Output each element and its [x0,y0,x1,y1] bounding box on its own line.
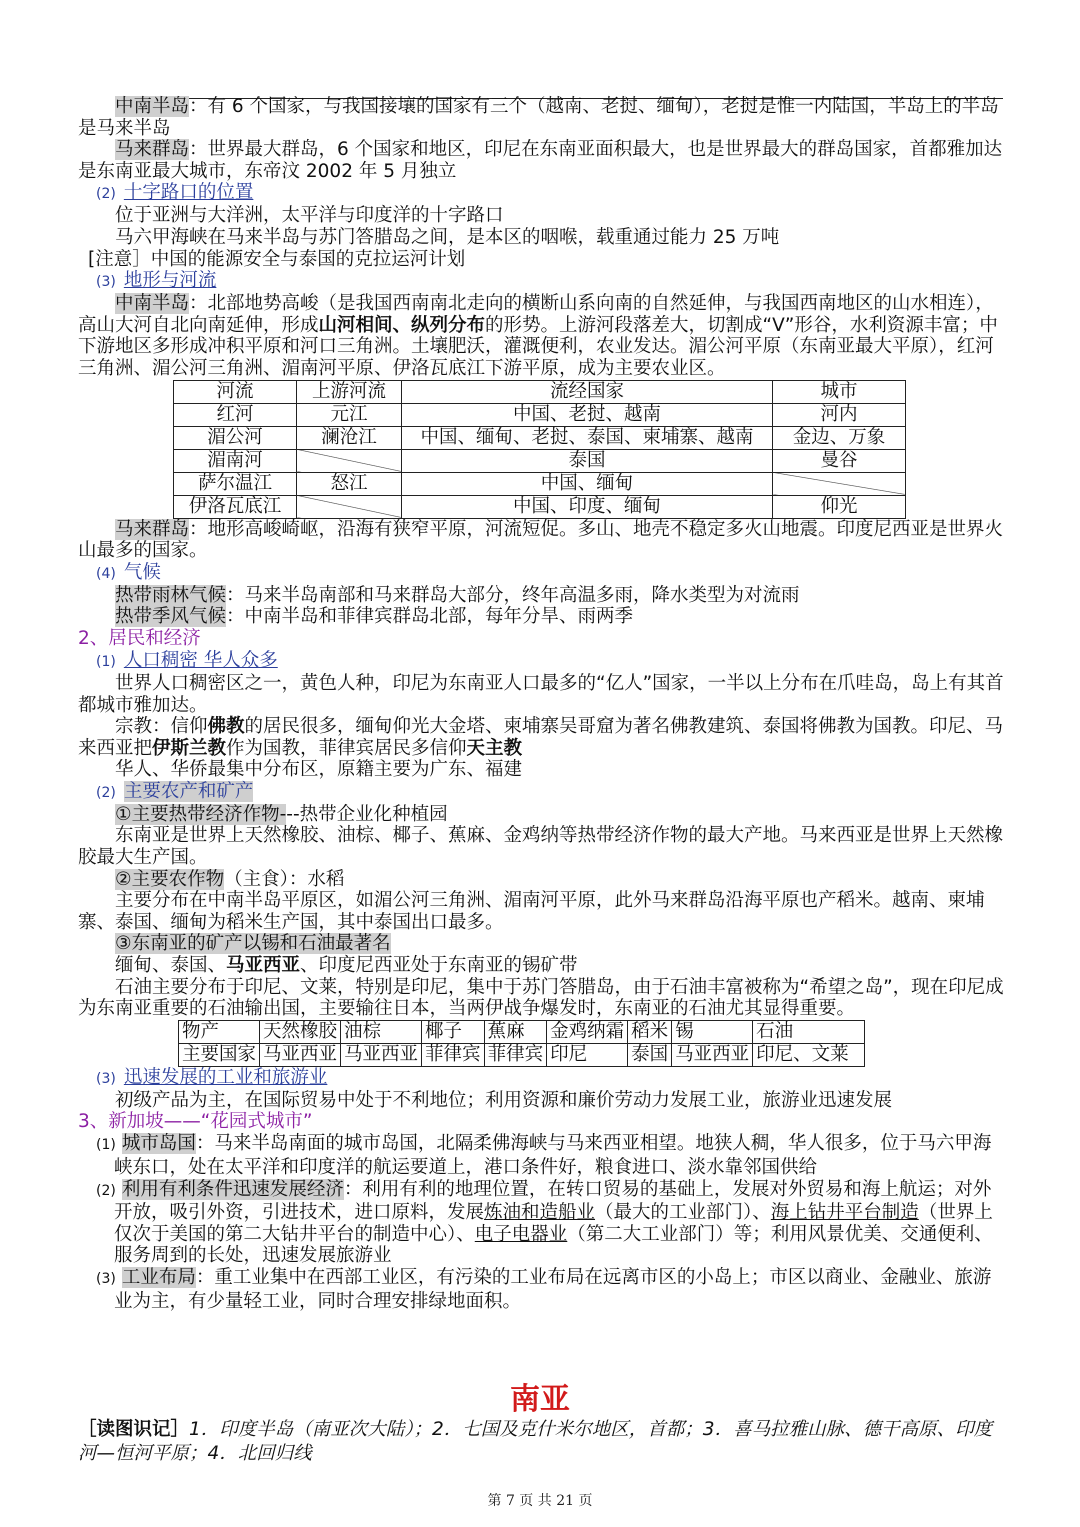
empty-cell [297,449,402,472]
products-table [178,1020,865,1067]
table-row: 主要国家 马亚西亚 马亚西亚 菲律宾 菲律宾 印尼 泰国 马亚西亚 印尼、文莱 [179,1043,865,1066]
cash-crops-line: 东南亚是世界上天然橡胶、油棕、椰子、蕉麻、金鸡纳等热带经济作物的最大产地。马来西亚是世界上天然橡胶最大生产国。 [78,825,1004,869]
minerals-heading: ③东南亚的矿产以锡和石油最著名 [115,933,391,955]
document-body [78,96,1004,1312]
oil-line: 石油主要分布于印尼、文莱，特别是印尼，集中于苏门答腊岛，由于石油丰富被称为“希望之岛”，现在印尼成为东南亚重要的石油输出国，主要输往日本，当两伊战争爆发时，东南亚的石油尤其显得重要。 [78,976,1004,1020]
section-industry-tourism: (3) 迅速发展的工业和旅游业 [96,1066,328,1088]
climate-monsoon: 热带季风气候：中南半岛和菲律宾群岛北部，每年分旱、雨两季 [115,606,634,628]
heading-singapore: 3、新加坡——“花园式城市” [78,1111,313,1133]
paragraph-malay-terrain: 马来群岛：地形高峻崎岖，沿海有狭窄平原，河流短促。多山、地壳不稳定多火山地震。印度尼西亚是世界火山最多的国家。 [78,518,1004,562]
section-population: (1) 人口稠密 华人众多 [96,649,278,671]
paragraph-terrain: 中南半岛：北部地势高峻（是我国西南南北走向的横断山系向南的自然延伸，与我国西南地区的山水相连），高山大河自北向南延伸，形成山河相间、纵列分布的形势。上游河段落差大，切割成“V”形谷，水利资源丰富；中下游地区多形成冲积平原和河口三角洲。土壤肥沃，灌溉便利，农业发达。湄公河平原（东南亚最大平原），红河三角洲、湄公河三角洲、湄南河平原、伊洛瓦底江下游平原，成为主要农业区。 [78,293,998,379]
industry-line: 初级产品为主，在国际贸易中处于不利地位；利用资源和廉价劳动力发展工业，旅游业迅速发展 [115,1089,893,1111]
table-row: 萨尔温江 怒江 中国、缅甸 [174,472,906,495]
table-row: 湄公河 澜沧江 中国、缅甸、老挝、泰国、柬埔寨、越南 金边、万象 [174,426,906,449]
climate-rainforest: 热带雨林气候：马来半岛南部和马来群岛大部分，终年高温多雨，降水类型为对流雨 [115,584,800,606]
paragraph-indochina: 中南半岛：有 6 个国家，与我国接壤的国家有三个（越南、老挝、缅甸），老挝是惟一内陆国，半岛上的半岛是马来半岛 [78,96,999,139]
population-line: 世界人口稠密区之一，黄色人种，印尼为东南亚人口最多的“亿人”国家，一半以上分布在爪哇岛，岛上有其首都城市雅加达。 [78,672,1004,716]
cash-crops-heading: ①主要热带经济作物---热带企业化种植园 [115,803,448,825]
heading-residents-economy: 2、居民和经济 [78,627,201,649]
paragraph-malay-archipelago: 马来群岛：世界最大群岛，6 个国家和地区，印尼在东南亚面积最大，也是世界最大的群岛国家，首都雅加达是东南亚最大城市，东帝汶 2002 年 5 月独立 [78,139,1003,182]
table-row: 湄南河 泰国 曼谷 [174,449,906,472]
main-crops-heading: ②主要农作物（主食）：水稻 [115,868,345,890]
crossroads-line-2: 马六甲海峡在马来半岛与苏门答腊岛之间，是本区的咽喉，载重通过能力 25 万吨 [115,226,780,248]
table-row: 物产 天然橡胶 油棕 椰子 蕉麻 金鸡纳霜 稻米 锡 石油 [179,1020,865,1043]
page-footer: 第 7 页 共 21 页 [487,1493,593,1509]
reading-label: ［读图识记］ [78,1419,190,1440]
table-row: 伊洛瓦底江 中国、印度、缅甸 仰光 [174,495,906,518]
section-title-south-asia: 南亚 [510,1382,570,1417]
term-malay-archipelago: 马来群岛 [115,139,190,161]
section-agri-minerals: (2) 主要农产和矿产 [96,780,254,802]
section-climate: (4) 气候 [96,561,161,583]
singapore-industry-layout: (3) 工业布局：重工业集中在西部工业区，有污染的工业布局在远离市区的小岛上；市区以商业、金融业、旅游业为主，有少量轻工业，同时合理安排绿地面积。 [96,1266,992,1312]
religion-line: 宗教：信仰佛教的居民很多，缅甸仰光大金塔、柬埔寨吴哥窟为著名佛教建筑、泰国将佛教为国教。印尼、马来西亚把伊斯兰教作为国教，菲律宾居民多信仰天主教 [78,716,1004,759]
tin-line: 缅甸、泰国、马亚西亚、印度尼西亚处于东南亚的锡矿带 [115,955,578,977]
term-indochina: 中南半岛 [115,96,190,117]
crossroads-line-1: 位于亚洲与大洋洲，太平洋与印度洋的十字路口 [115,205,504,227]
rivers-table [173,380,906,519]
empty-cell [297,495,402,518]
singapore-economy: (2) 利用有利条件迅速发展经济：利用有利的地理位置，在转口贸易的基础上，发展对外贸易和海上航运；对外开放，吸引外资，引进技术，进口原料，发展炼油和造船业（最大的工业部门）、海上钻井平台制造（世界上仅次于美国的第二大钻井平台的制造中心）、电子电器业（第二大工业部门）等；利用风景优美、交通便利、服务周到的长处，迅速发展旅游业 [96,1178,993,1267]
reading-map-notes [78,1418,1004,1466]
section-terrain-rivers: (3) 地形与河流 [96,270,217,292]
section-crossroads: (2) 十字路口的位置 [96,182,254,204]
chinese-overseas-line: 华人、华侨最集中分布区，原籍主要为广东、福建 [115,759,523,781]
singapore-city-state: (1) 城市岛国：马来半岛南面的城市岛国，北隔柔佛海峡与马来西亚相望。地狭人稠，华人很多，位于马六甲海峡东口，处在太平洋和印度洋的航运要道上，港口条件好，粮食进口、淡水靠邻国供给 [96,1133,992,1178]
table-row: 红河 元江 中国、老挝、越南 河内 [174,403,906,426]
table-header-row: 河流 上游河流 流经国家 城市 [174,380,906,403]
empty-cell [773,472,906,495]
main-crops-line: 主要分布在中南半岛平原区，如湄公河三角洲、湄南河平原，此外马来群岛沿海平原也产稻米。越南、柬埔寨、泰国、缅甸为稻米生产国，其中泰国出口最多。 [78,890,985,933]
reading-text: 1．印度半岛（南亚次大陆）；2．七国及克什米尔地区，首都；3．喜马拉雅山脉、德干高原、印度河—恒河平原；4．北回归线 [78,1419,993,1464]
note-line: [注意］中国的能源安全与泰国的克拉运河计划 [88,248,466,270]
